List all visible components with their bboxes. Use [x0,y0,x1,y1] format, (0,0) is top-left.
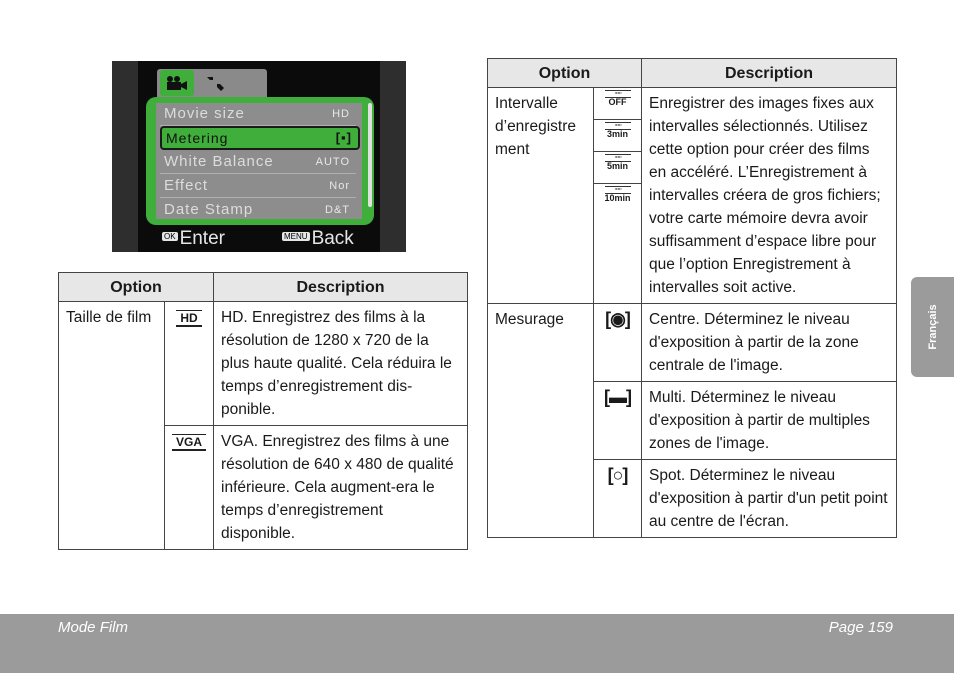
description-cell: Spot. Déterminez le niveau d'exposition à partir d'un petit point au centre de l'écran. [642,460,897,538]
movie-camera-icon [160,70,194,96]
column-header-option: Option [488,59,642,88]
lcd-menu-row-selected [160,126,360,150]
lcd-left-border [112,61,138,252]
center-metering-icon: [◉] [605,309,630,329]
table-header-row [488,59,897,88]
table-header-row [59,273,468,302]
lcd-menu-row [160,103,356,126]
lcd-menu-list [156,103,362,219]
description-cell: VGA. Enregistrez des films à une résolution de 640 x 480 de qualité inférieure. Cela augment-era le temps d’enregistrement disponible. [214,426,468,550]
description-cell: Centre. Déterminez le niveau d'exposition à partir de la zone centrale de l'image. [642,304,897,382]
footer-section-title: Mode Film [58,619,129,636]
spot-metering-icon-cell [594,460,642,538]
page-footer [0,614,954,673]
lcd-menu-value: AUTO [315,156,350,168]
column-header-description: Description [214,273,468,302]
hd-icon-cell [165,302,214,426]
lcd-back-label: Back [311,228,354,249]
interval-off-icon: ▫▫▫▫ OFF [594,90,641,120]
table-row [59,302,468,426]
interval-icons-cell [594,88,642,304]
menu-key-icon: MENU [284,232,308,241]
interval-metering-table [487,58,897,538]
column-header-option: Option [59,273,214,302]
lcd-menu [146,97,374,225]
lcd-back-hint [282,228,354,250]
lcd-right-border [380,61,406,252]
option-cell: Taille de film [59,302,165,550]
multi-metering-icon-cell [594,382,642,460]
multi-metering-icon: [▬] [604,387,631,407]
table-row [488,88,897,304]
wrench-icon [200,70,230,96]
lcd-menu-label: Metering [166,130,229,146]
lcd-menu-row [160,199,356,221]
lcd-enter-hint [162,228,225,250]
lcd-menu-row [160,175,356,198]
vga-icon-cell [165,426,214,550]
lcd-menu-label: White Balance [164,153,274,170]
option-cell: Mesurage [488,304,594,538]
lcd-enter-label: Enter [179,228,225,249]
interval-5min-icon: ▫▫▫▫ 5min [594,154,641,184]
ok-key-icon: OK [164,232,176,241]
center-metering-icon-cell [594,304,642,382]
lcd-menu-value: HD [332,108,350,120]
camera-lcd-screenshot [112,61,406,252]
spot-metering-icon: [○] [607,465,628,485]
lcd-menu-value: Nor [329,180,350,192]
description-cell: Multi. Déterminez le niveau d'exposition à partir de multiples zones de l'image. [642,382,897,460]
lcd-menu-label: Movie size [164,105,245,122]
hd-icon: HD [176,310,201,327]
lcd-menu-row [160,151,356,174]
metering-icon: [▪] [335,130,352,145]
footer-page-number: Page 159 [828,619,893,636]
vga-icon: VGA [172,434,206,451]
description-cell: HD. Enregistrez des films à la résolution de 1280 x 720 de la plus haute qualité. Cela réduira le temps d’enregistrement dis-ponible. [214,302,468,426]
language-tab [911,277,954,377]
interval-3min-icon: ▫▫▫▫ 3min [594,122,641,152]
lcd-menu-label: Date Stamp [164,201,254,218]
lcd-menu-label: Effect [164,177,209,194]
lcd-bottom-bar [138,226,380,252]
column-header-description: Description [642,59,897,88]
description-cell: Enregistrer des images fixes aux intervalles sélectionnés. Utilisez cette option pour créer des films en accéléré. L’Enregistrement à intervalles créera de gros fichiers; votre carte mémoire devra avoir suffisamment d’espace libre pour que l’option Enregistrement à intervalles soit active. [642,88,897,304]
table-row [488,304,897,382]
option-cell: Intervalle d’enregistre ment [488,88,594,304]
movie-size-table [58,272,468,550]
language-tab-label: Français [926,304,939,350]
lcd-scrollbar [368,103,372,207]
interval-10min-icon: ▫▫▫▫ 10min [604,186,631,203]
lcd-menu-value: D&T [325,204,350,216]
